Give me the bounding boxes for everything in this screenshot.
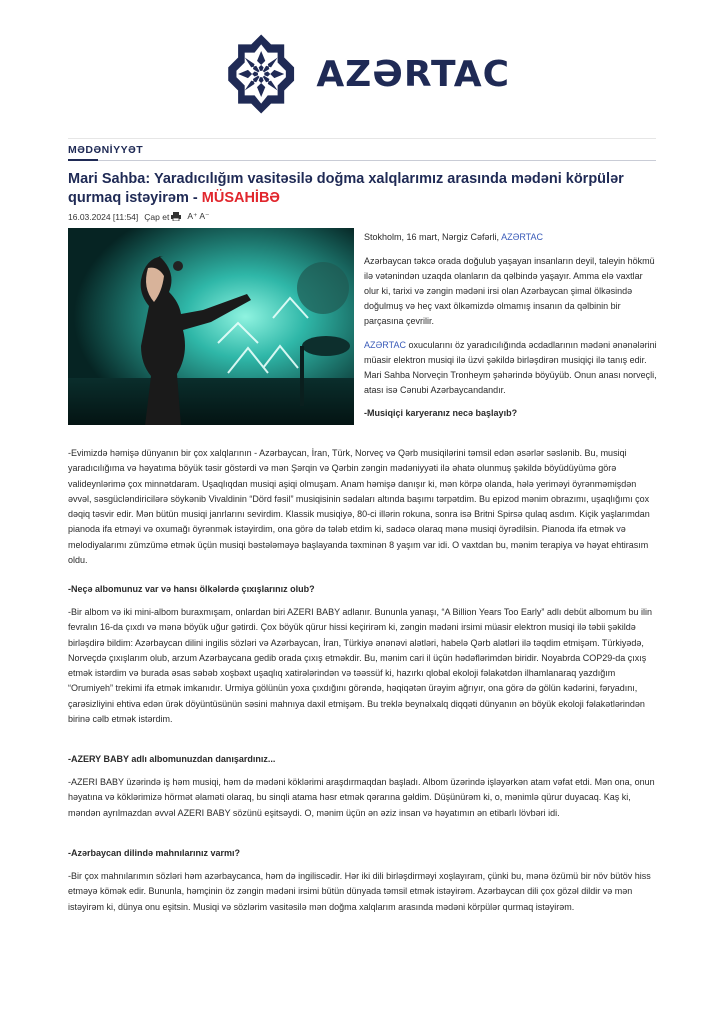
printer-icon [171,212,181,221]
headline-tag: MÜSAHİBƏ [201,190,280,206]
answer-1 [68,446,660,568]
intro-paragraph-2 [364,338,658,398]
dateline [364,230,658,245]
answer-3-text: -AZERI BABY üzərində iş həm musiqi, həm də mədəni köklərimi araşdırmaqdan başladı. Albom üzərində işləyərkən atam vəfat etdi. Mən ona, onun həyatına və köklərimizə hörmət əlaməti olaraq, bu sinqli atama həsr etmək qərarına gəldim. Düşünürəm ki, o, mənimlə qürur duyacaq. Kaş ki, məndən ayrılmazdan əvvəl AZERI BABY sözünü eşitsəydi. O, mənim üçün ən əziz insan və həyatımın ən etibarlı lövbəri idi. [68,777,655,818]
dateline-text: Stokholm, 16 mart, Nərgiz Cəfərli, [364,232,502,242]
article-headline [68,170,658,208]
question-4: -Azərbaycan dilində mahnılarınız varmı? [68,848,241,858]
intro-paragraph: Azərbaycan təkcə orada doğulub yaşayan insanların deyil, taleyin hökmü ilə vətənindən uzaqda olanların da qəlbində yaşayır. Amma elə vaxtlar olur ki, tarixi və zəngin mədəni irsi olan Azərbaycan şimal ölkəsində doğulmuş və heç vaxt ölkəmizdə olmamış insanın da qəlbinin bir parçasına çevrilir. [364,256,655,326]
answer-3 [68,775,660,821]
question-1: -Musiqiçi karyeranız necə başlayıb? [364,408,518,418]
header-divider [68,138,656,139]
section-divider [68,160,656,161]
question-3: -AZERY BABY adlı albomunuzdan danışardınız... [68,754,276,764]
headline-text: Mari Sahba: Yaradıcılığım vasitəsilə doğma xalqlarımız arasında mədəni körpülər qurmaq istəyirəm - [68,171,624,206]
intro-paragraph-2-text: oxucularını öz yaradıcılığında əcdadlarının mədəni ənənələrini müasir elektron musiqi ilə üzvi şəkildə birləşdirən musiqiçi ilə tanış edir. Mari Sahba Norveçin Tronheym şəhərində böyüyüb. Onun anası norveçli, atası isə Cənubi Azərbaycandandır. [364,340,657,395]
dateline-link[interactable]: AZƏRTAC [501,232,544,242]
section-accent-bar [68,159,98,161]
azertac-emblem-icon [220,31,302,117]
brand-wordmark: AZƏRTAC [316,53,510,95]
concert-image [68,228,354,425]
answer-2-text: -Bir albom və iki mini-albom buraxmışam, onlardan biri AZERI BABY adlanır. Bununla yanaşı, “A Billion Years Too Early” adlı debüt albomum bu ilin fevralın 16-da çıxdı və mənə böyük uğur gətirdi. Çox böyük qürur hissi keçirirəm ki, zəngin mədəni irsimi müasir elektron musiqi ilə təbii şəkildə birləşdirə bildim: Azərbaycan dilini ingilis sözləri və Azərbaycan, İran, Türkiyə ənənəvi alətləri, habelə Qərb alətləri ilə təqdim etmişəm. Türkiyədə, Norveçdə çıxışlarım olub, arzum Azərbaycana gedib orada çıxış etməkdir. Bu, mənim cari il üçün hədəflərimdən biridir. Noyabrda COP29-da çıxış etmək istərdim və burada əsas səbəb xoşbəxt uşaqlıq xatirələrindən və təəssüf ki, hazırkı qlobal ekoloji fəlakətdən ilhamlanaraq yazdığım “Orumiyeh” trekimi ifa etmək imkanıdır. Urmiya gölünün yoxa çıxdığını görəndə, həqiqətən ürəyim ağrıyır, ona görə də gölün kədərini, fəryadını, çarəsizliyini ehtiva edən ürək döyüntüsünün səsini mahnıya daxil etmişəm. Bu treklə beynəlxalq diqqəti dünyanın ən böyük ekoloji fəlakətlərindən birinə cəlb etmək istərdim. [68,607,652,725]
intro-column [364,230,658,430]
site-logo[interactable] [220,30,510,118]
question-2: -Neçə albomunuz var və hansı ölkələrdə çıxışlarınız olub? [68,584,315,594]
answer-4-text: -Bir çox mahnılarımın sözləri həm azərbaycanca, həm də ingiliscədir. Hər iki dili birləşdirməyi xoşlayıram, çünki bu, mənə özümü bir növ bütöv hiss etməyə kömək edir. Bununla, həmçinin öz zəngin mədəni irsimi bütün dünyada təmsil etmək istəyirəm. Azərbaycan dili çox gözəl dildir və mən istəyirəm ki, dünya onu eşitsin. Musiqi və sözlərim vasitəsilə mən doğma xalqlarım arasında mədəni körpülər qurmaq istəyirəm. [68,871,651,912]
publish-date: 16.03.2024 [11:54] [68,211,139,222]
section-label[interactable]: MƏDƏNİYYƏT [68,144,144,156]
answer-2 [68,605,660,727]
font-size-controls[interactable]: A⁺ A⁻ [187,211,210,221]
article-photo [68,228,354,425]
azertac-link[interactable]: AZƏRTAC [364,340,406,350]
article-meta [68,211,210,222]
answer-4 [68,869,660,915]
print-label: Çap et [144,211,170,222]
print-button[interactable] [144,212,181,222]
answer-1-text: -Evimizdə həmişə dünyanın bir çox xalqlarının - Azərbaycan, İran, Türk, Norveç və Qərb musiqilərini təmsil edən əsərlər səslənib. Bu, musiqi yaradıcılığıma və həyatıma böyük təsir göstərdi və mən Şərqin və Qərbin zəngin mədəniyyəti ilə əhatə olunmuş şəkildə böyüdüyümə görə valideynlərimə çox minnətdaram. Uşaqlıqdan musiqi aşiqi olmuşam. Anam həmişə danışır ki, mən körpə olanda, hələ yeriməyi öyrənməmişdən əvvəl, səsgücləndiricilərə söykənib Vivaldinin “Dörd fəsil” musiqisinin sədaları altında başımı tərpətdim. Bu epizod mənim obrazımı, uşaqlığımı çox dəqiq təsvir edir. Mən bütün musiqi janrlarını sevirdim. Klassik musiqiyə, 80-ci illərin rokuna, sonra isə Britni Spirsə qulaq asdım. Kiçik yaşlarımdan pianoda ifa etməyi və oxumağı öyrənmək istəyirdim, ona görə də tələb etdim ki, sadəcə olaraq mənə musiqi öyrədilsin. Pianoda ifa etmək və melodiyalarımı zümzümə etmək üçün musiqi bəstələməyə başlayanda təxminən 8 yaşım var idi. O vaxtdan bu, mənim terapiya və həyat ehtirasım oldu. [68,448,650,566]
